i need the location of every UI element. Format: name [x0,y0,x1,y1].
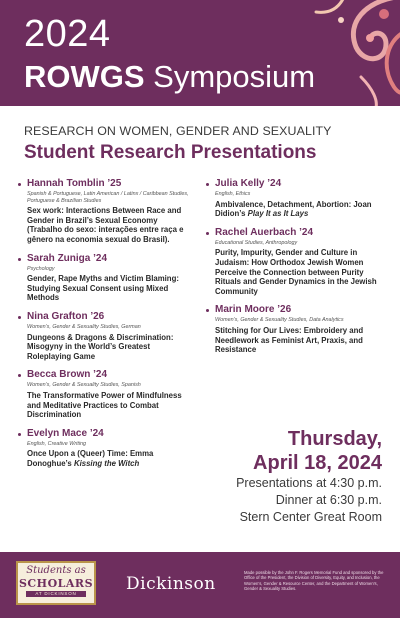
presenter-dept: Psychology [27,265,55,272]
presentation-title: Dungeons & Dragons & Discrimination: Misogyny in the World’s Greatest Roleplaying Game [27,332,174,361]
presenter-name: Nina Grafton ’26 [27,310,105,322]
presenter-entry [18,253,194,303]
presenter-name: Rachel Auerbach ’24 [215,226,314,238]
header-banner [0,0,400,106]
presenter-dept: English, Ethics [215,191,251,197]
presenter-entry [18,311,194,361]
talk-text: Ambivalence, Detachment, Abortion: Joan Didion’s [215,199,372,219]
sponsor-credits: Made possible by the John F. Rogers Memorial Fund and sponsored by the Office of the President, the Division of Diversity, Equity, and Inclusion, the Women’s, Gender & Resource Center, and the Department of Women’s, Gender & Sexuality Studies. [244,570,384,592]
talk-italic-title: Play It as It Lays [247,209,309,219]
presentations-heading: Student Research Presentations [24,142,317,163]
presenter-dept: Women’s, Gender & Sexuality Studies, Spanish [27,382,141,389]
presentation-title [215,200,386,219]
presenter-dept: English, Creative Writing [27,440,87,447]
presentation-title: Stitching for Our Lives: Embroidery and Needlework as Feminist Art, Praxis, and Resistance [215,325,364,355]
event-date: April 18, 2024 [253,452,382,474]
research-subtitle: RESEARCH ON WOMEN, GENDER AND SEXUALITY [24,124,332,138]
event-year: 2024 [24,13,111,55]
footer-banner [0,552,400,618]
bullet-icon [206,232,209,235]
bullet-icon [206,183,209,186]
presentation-title: Purity, Impurity, Gender and Culture in Judaism: How Orthodox Jewish Women Perceive the Connection between Purity Rituals and Gender Dynamics in the Jewish Community [215,248,377,296]
bullet-icon [18,258,21,261]
presenter-name: Becca Brown ’24 [27,369,108,381]
dinner-time: Dinner at 6:30 p.m. [275,493,382,507]
logo-line-3: AT DICKINSON [26,591,86,597]
presentation-title: The Transformative Power of Mindfulness and Meditative Practices to Combat Discrimination [27,390,182,420]
presenter-name: Sarah Zuniga ’24 [27,252,108,264]
event-title [24,60,315,94]
logo-line-1: Students as [26,565,86,576]
presenter-dept: Spanish & Portuguese, Latin American / Latinx / Caribbean Studies, Portuguese & Brazilian Studies [27,191,189,204]
event-details [182,428,382,526]
presenter-entry [206,178,386,219]
presenter-name: Evelyn Mace ’24 [27,427,104,439]
logo-line-2: SCHOLARS [18,577,94,590]
bullet-icon [18,316,21,319]
title-bold: ROWGS [24,59,145,94]
students-as-scholars-logo [16,561,96,605]
presenter-name: Julia Kelly ’24 [215,178,282,189]
bullet-icon [18,374,21,377]
presentations-time: Presentations at 4:30 p.m. [236,476,382,490]
presenter-name: Marin Moore ’26 [215,304,292,316]
presenter-name: Hannah Tomblin ’25 [27,178,122,189]
presenter-dept: Educational Studies, Anthropology [215,239,298,246]
left-column [18,178,194,476]
presenter-dept: Women’s, Gender & Sexuality Studies, Data Analytics [215,317,344,324]
event-location: Stern Center Great Room [239,510,382,524]
title-rest: Symposium [144,59,316,94]
presentation-title [27,449,194,468]
dickinson-wordmark: Dickinson [126,574,216,594]
presentation-title: Gender, Rape Myths and Victim Blaming: Studying Sexual Consent using Mixed Methods [27,274,179,303]
bullet-icon [18,183,21,186]
talk-text: Once Upon a (Queer) Time: Emma Donoghue’s [27,449,154,468]
bullet-icon [18,433,21,436]
presenter-dept: Women’s, Gender & Sexuality Studies, German [27,323,141,330]
bullet-icon [206,309,209,312]
talk-italic-title: Kissing the Witch [73,458,140,468]
presenter-entry [206,227,386,297]
presenter-entry [18,369,194,419]
presenter-entry [18,428,194,469]
right-column [206,178,386,363]
presentation-title: Sex work: Interactions Between Race and Gender in Brazil’s Sexual Economy (Trabalho do sexo: interações entre raça e gênero na economia sexual do Brasil). [27,206,184,244]
event-day: Thursday, [287,428,382,450]
presenter-entry [18,178,194,245]
presenter-entry [206,304,386,354]
